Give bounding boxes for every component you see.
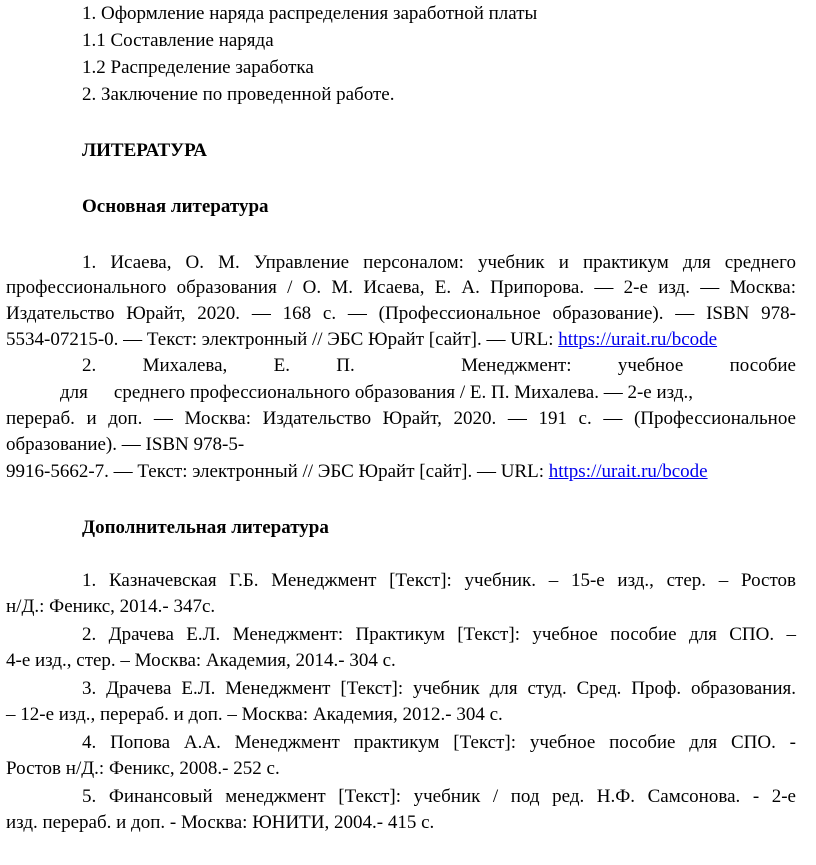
extra-item-2-line-2: 4-е изд., стер. – Москва: Академия, 2014.- 304 с.	[6, 650, 396, 671]
extra-item-3-line-1: 3. Драчева Е.Л. Менеджмент [Текст]: учебник для студ. Сред. Проф. образования.	[82, 678, 796, 699]
extra-item-2-line-1: 2. Драчева Е.Л. Менеджмент: Практикум [Текст]: учебное пособие для СПО. –	[82, 624, 796, 645]
urait-link-1[interactable]: https://urait.ru/bcode	[558, 329, 718, 350]
toc-item-1-2: 1.2 Распределение заработка	[82, 57, 314, 78]
literature-heading: ЛИТЕРАТУРА	[82, 140, 208, 161]
extra-item-3-line-2: – 12-е изд., перераб. и доп. – Москва: Академия, 2012.- 304 с.	[6, 704, 503, 725]
toc-item-2: 2. Заключение по проведенной работе.	[82, 84, 395, 105]
main-item-1-line-2: профессионального образования / О. М. Исаева, Е. А. Припорова. — 2-е изд. — Москва:	[6, 277, 796, 298]
main-item-1-line-1: 1. Исаева, О. М. Управление персоналом: учебник и практикум для среднего	[82, 252, 796, 273]
toc-item-1: 1. Оформление наряда распределения заработной платы	[82, 3, 538, 24]
extra-item-5-line-1: 5. Финансовый менеджмент [Текст]: учебник / под ред. Н.Ф. Самсонова. - 2-е	[82, 786, 796, 807]
additional-literature-heading: Дополнительная литература	[82, 517, 329, 538]
main-item-2-line-2: для среднего профессионального образования / Е. П. Михалева. — 2-е изд.,	[60, 382, 693, 403]
extra-item-4-line-2: Ростов н/Д.: Феникс, 2008.- 252 с.	[6, 758, 280, 779]
extra-item-4-line-1: 4. Попова А.А. Менеджмент практикум [Текст]: учебное пособие для СПО. -	[82, 732, 796, 753]
main-item-1-line-4: 5534-07215-0. — Текст: электронный // ЭБС Юрайт [сайт]. — URL: https://urait.ru/bcode	[6, 329, 718, 350]
extra-item-1-line-1: 1. Казначевская Г.Б. Менеджмент [Текст]: учебник. – 15-е изд., стер. – Ростов	[82, 570, 796, 591]
main-item-2-line-3: перераб. и доп. — Москва: Издательство Юрайт, 2020. — 191 с. — (Профессиональное	[6, 408, 796, 429]
toc-item-1-1: 1.1 Составление наряда	[82, 30, 274, 51]
main-item-2-line-4: образование). — ISBN 978-5-	[6, 434, 245, 455]
urait-link-2[interactable]: https://urait.ru/bcode	[548, 461, 708, 482]
extra-item-1-line-2: н/Д.: Феникс, 2014.- 347с.	[6, 596, 216, 617]
main-literature-heading: Основная литература	[82, 196, 269, 217]
main-item-2-line-5: 9916-5662-7. — Текст: электронный // ЭБС Юрайт [сайт]. — URL: https://urait.ru/bcode	[6, 461, 708, 482]
extra-item-5-line-2: изд. перераб. и доп. - Москва: ЮНИТИ, 2004.- 415 с.	[6, 812, 435, 833]
main-item-2-line-1: 2. Михалева, Е. П. Менеджмент: учебное пособие	[82, 355, 796, 376]
main-item-1-line-3: Издательство Юрайт, 2020. — 168 с. — (Профессиональное образование). — ISBN 978-	[6, 303, 796, 324]
